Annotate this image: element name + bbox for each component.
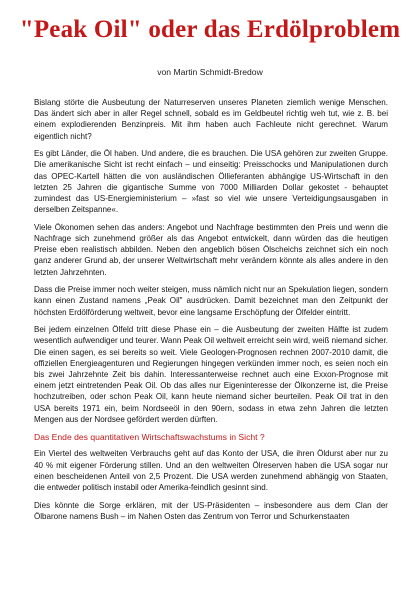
author-byline: von Martin Schmidt-Bredow: [157, 67, 263, 77]
paragraph: Dass die Preise immer noch weiter steigen, muss nämlich nicht nur an Spekulation liegen, sondern kann einen Zustand namens „Peak Oil" ausdrücken. Damit bezeichnet man den Zeitpunkt der höchsten Erdölförderung weltweit, bevor eine langsame Erschöpfung der Ölfelder eintritt.: [34, 285, 388, 317]
section-heading: Das Ende des quantitativen Wirtschaftswachstums in Sicht ?: [34, 432, 265, 443]
article-body: [34, 97, 388, 528]
paragraph: Dies könnte die Sorge erklären, mit der US-Präsidenten – insbesondere aus dem Clan der Ölbarone namens Bush – im Nahen Osten das Zentrum von Terror und Schurkenstaaten: [34, 500, 388, 521]
paragraph: Viele Ökonomen sehen das anders: Angebot und Nachfrage bestimmten den Preis und wenn die Nachfrage sich zunehmend größer als das Angebot entwickelt, dann würden das die heutigen Preise eben realistisch abbilden. Neben den angeblich bösen Ölscheichs zeichnet sich ein noch ganz anderer Grund ab, der unserer Weltwirtschaft mehr verändern könnte als alles andere in den letzten Jahrzehnten.: [34, 222, 388, 277]
paragraph: Es gibt Länder, die Öl haben. Und andere, die es brauchen. Die USA gehören zur zweiten Gruppe. Die amerikanische Sicht ist recht einfach – und einseitig: Preisschocks und Manipulationen durch das OPEC-Kartell hätten die von ausländischen Öllieferanten abhängige US-Wirtschaft in den letzten 25 Jahren die gigantische Summe von 7000 Milliarden Dollar gekostet - behauptet zumindest das US-Energieministerium – »fast so viel wie unsere Verteidigungsausgaben in derselben Zeitspanne«.: [34, 149, 388, 215]
paragraph: Bei jedem einzelnen Ölfeld tritt diese Phase ein – die Ausbeutung der zweiten Hälfte ist zudem wesentlich aufwendiger und teurer. Wann Peak Oil weltweit erreicht sein wird, weiß niemand sicher. Die einen sagen, es sei bereits so weit. Viele Geologen-Prognosen rechnen 2007-2010 damit, die offiziellen Energieagenturen und Regierungen hingegen verkünden immer noch, es seien noch ein bis zwei Jahrzehnte Zeit bis dahin. Interessanterweise rechnet auch eine Exxon-Prognose mit einem jetzt eintretenden Peak Oil. Ob das alles nur Eigeninteresse der Ölkonzerne ist, die Preise hochzutreiben, oder schon Peak Oil, kann heute niemand sicher beurteilen. Peak Oil trat in den USA bereits 1971 ein, beim Nordseeöl in den 90ern, sodass in etwa zehn Jahren die letzten Mengen aus der Nordsee gefördert werden dürften.: [34, 325, 388, 424]
document-title: "Peak Oil" oder das Erdölproblem: [19, 16, 401, 43]
paragraph: Bislang störte die Ausbeutung der Naturreserven unseres Planeten ziemlich wenige Menschen. Das ändert sich aber in aller Regel schnell, sobald es im Geldbeutel richtig weh tut, wie z. B. bei einem explodierenden Benzinpreis. Mit ihm haben auch Fachleute nicht gerechnet. Warum eigentlich nicht?: [34, 98, 388, 141]
paragraph: Ein Viertel des weltweiten Verbrauchs geht auf das Konto der USA, die ihren Öldurst aber nur zu 40 % mit eigener Förderung stillen. Und an den weltweiten Ölreserven haben die USA sogar nur einen bescheidenen Anteil von 2,5 Prozent. Die USA werden zunehmend abhängig von Staaten, die entweder politisch instabil oder Amerika-feindlich gesinnt sind.: [34, 449, 388, 493]
